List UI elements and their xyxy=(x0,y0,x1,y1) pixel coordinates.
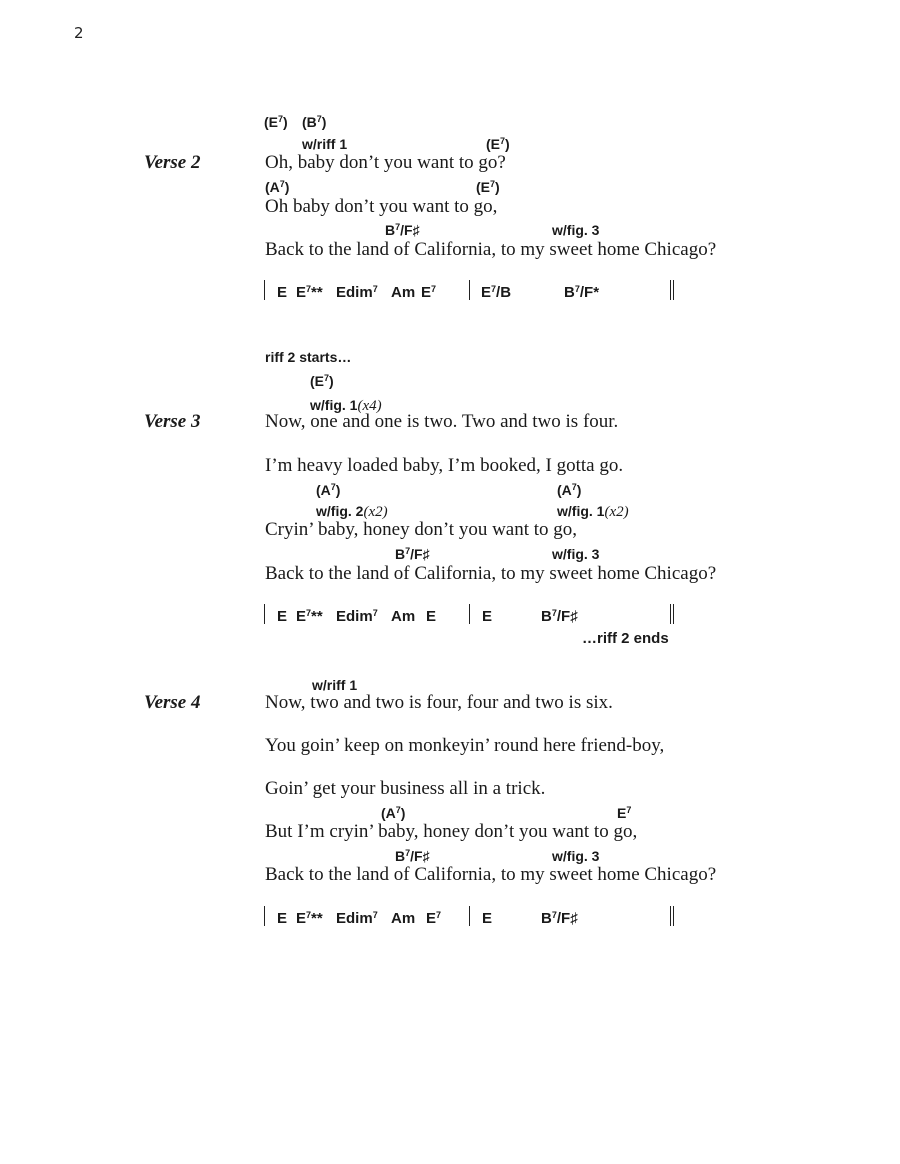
chord: $(B^7)$ xyxy=(302,114,327,130)
fig-marker: w/fig. 3 xyxy=(552,546,600,562)
progression-chord: Edim$^7$ xyxy=(336,608,378,625)
progression-chord: $E^7/B$ xyxy=(481,284,512,301)
progression-chord: $B^7/F♯$ xyxy=(541,910,578,927)
lyric-line: Back to the land of California, to my sweet home Chicago? xyxy=(265,864,717,885)
chord: $(E^7)$ xyxy=(476,179,500,195)
verse-label: Verse 2 xyxy=(144,152,201,173)
lyric-line: Now, one and one is two. Two and two is four. xyxy=(265,411,619,432)
progression-chord: E xyxy=(482,910,493,927)
progression-chord: Am xyxy=(391,284,416,301)
bar-line xyxy=(469,280,470,300)
progression-chord: $E^7$ xyxy=(426,910,442,927)
progression-chord: Edim$^7$ xyxy=(336,910,378,927)
bar-line xyxy=(469,906,470,926)
progression-chord: Am xyxy=(391,608,416,625)
progression-chord: $E^7**$ xyxy=(296,608,323,625)
chord: $B^7/F♯$ xyxy=(385,222,420,238)
lyric-line: Oh, baby don’t you want to go? xyxy=(265,152,506,173)
riff-marker: w/riff 1 xyxy=(302,136,348,152)
progression-chord: $B^7/F♯$ xyxy=(541,608,578,625)
progression-chord: E xyxy=(426,608,437,625)
progression-chord: E xyxy=(482,608,493,625)
chord: $(A^7)$ xyxy=(316,482,341,498)
chord: $(E^7)$ xyxy=(486,136,510,152)
fig-marker: w/fig. 1(x2) xyxy=(557,503,629,520)
progression-chord: E xyxy=(277,910,288,927)
bar-line xyxy=(264,906,265,926)
chord: $B^7/F♯$ xyxy=(395,848,430,864)
chord: $B^7/F♯$ xyxy=(395,546,430,562)
verse-label: Verse 4 xyxy=(144,692,201,713)
page-number: 2 xyxy=(74,24,84,42)
riff-end-marker: …riff 2 ends xyxy=(582,630,669,647)
lyric-line: Back to the land of California, to my sweet home Chicago? xyxy=(265,563,717,584)
final-bar-line xyxy=(670,906,674,926)
lyric-line: Cryin’ baby, honey don’t you want to go, xyxy=(265,519,578,540)
lyric-line: Back to the land of California, to my sweet home Chicago? xyxy=(265,239,717,260)
riff-start-marker: riff 2 starts… xyxy=(265,349,352,365)
progression-chord: $B^7/F*$ xyxy=(564,284,600,301)
chord: $(A^7)$ xyxy=(265,179,290,195)
lyric-line: You goin’ keep on monkeyin’ round here friend-boy, xyxy=(265,735,665,756)
progression-chord: E xyxy=(277,284,288,301)
fig-marker: w/fig. 1(x4) xyxy=(310,397,382,414)
progression-chord: $E^7**$ xyxy=(296,910,323,927)
chord: $(E^7)$ xyxy=(264,114,288,130)
progression-chord: $E^7**$ xyxy=(296,284,323,301)
bar-line xyxy=(264,280,265,300)
progression-chord: Edim$^7$ xyxy=(336,284,378,301)
lyric-line: I’m heavy loaded baby, I’m booked, I gotta go. xyxy=(265,455,624,476)
chord: $E^7$ xyxy=(617,805,632,821)
lyric-line: Goin’ get your business all in a trick. xyxy=(265,778,546,799)
riff-marker: w/riff 1 xyxy=(312,677,358,693)
fig-marker: w/fig. 2(x2) xyxy=(316,503,388,520)
chord: $(A^7)$ xyxy=(557,482,582,498)
progression-chord: Am xyxy=(391,910,416,927)
fig-marker: w/fig. 3 xyxy=(552,222,600,238)
fig-marker: w/fig. 3 xyxy=(552,848,600,864)
progression-chord: $E^7$ xyxy=(421,284,437,301)
lyric-line: Now, two and two is four, four and two is six. xyxy=(265,692,613,713)
verse-label: Verse 3 xyxy=(144,411,201,432)
bar-line xyxy=(469,604,470,624)
progression-chord: E xyxy=(277,608,288,625)
lyric-line: Oh baby don’t you want to go, xyxy=(265,196,498,217)
final-bar-line xyxy=(670,604,674,624)
lyric-line: But I’m cryin’ baby, honey don’t you want to go, xyxy=(265,821,638,842)
chord: $(A^7)$ xyxy=(381,805,406,821)
chord: $(E^7)$ xyxy=(310,373,334,389)
bar-line xyxy=(264,604,265,624)
final-bar-line xyxy=(670,280,674,300)
